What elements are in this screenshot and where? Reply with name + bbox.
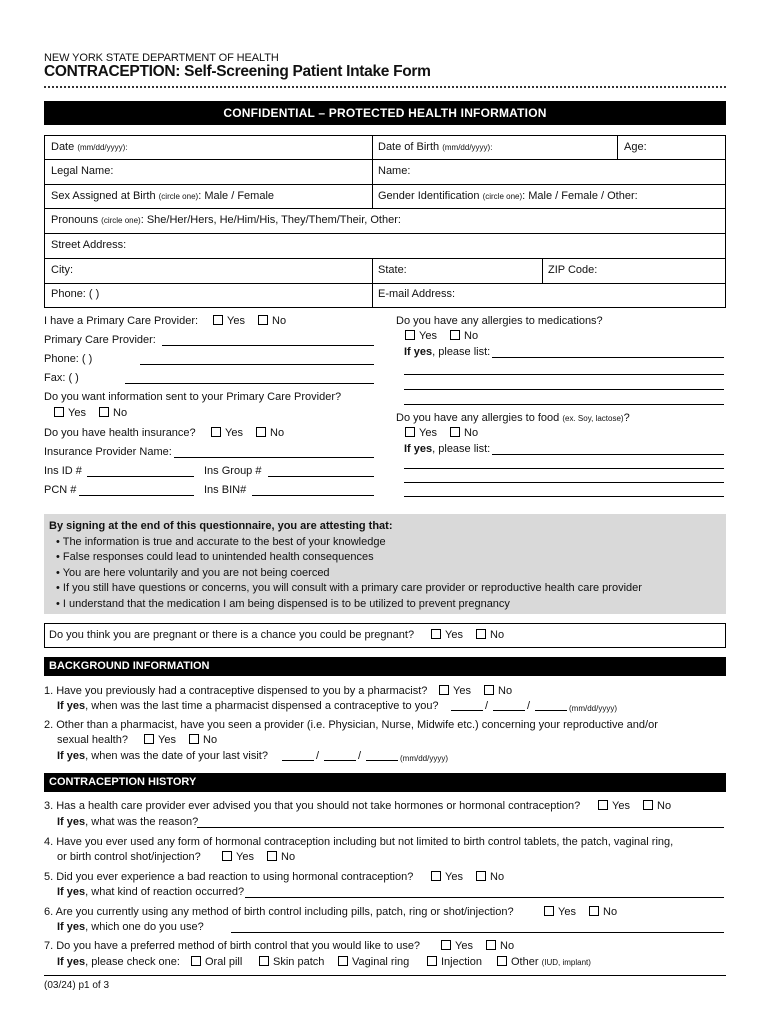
slash: / <box>316 750 320 762</box>
checkbox-icon <box>484 685 494 695</box>
yes-label: Yes <box>158 734 176 746</box>
pcp-no-checkbox[interactable] <box>258 315 286 328</box>
if-yes-label: If yes <box>57 700 86 712</box>
checkbox-icon <box>99 407 109 417</box>
q7-followup <box>57 956 180 969</box>
food-allergy-line[interactable] <box>404 468 724 469</box>
history-q6: 6. Are you currently using any method of birth control including pills, patch, ring or shot/injection? <box>44 906 514 918</box>
insurance-provider-label: Insurance Provider Name: <box>44 446 172 458</box>
dotted-divider <box>44 86 726 88</box>
checkbox-icon <box>144 734 154 744</box>
no-label: No <box>490 629 505 641</box>
q1-year-line[interactable] <box>535 710 567 711</box>
if-yes-label: If yes <box>57 956 86 968</box>
dob-hint: (mm/dd/yyyy): <box>442 143 493 152</box>
background-q1: 1. Have you previously had a contraceptive dispensed to you by a pharmacist? <box>44 685 428 697</box>
email-field[interactable]: E-mail Address: <box>378 288 456 300</box>
sex-field[interactable] <box>51 190 274 203</box>
pregnancy-yes-checkbox[interactable] <box>431 629 463 642</box>
q1-followup <box>57 700 439 713</box>
history-q4-cont: or birth control shot/injection? <box>57 851 201 863</box>
attestation-item: • You are here voluntarily and you are not being coerced <box>56 567 330 579</box>
confidential-banner-text: CONFIDENTIAL – PROTECTED HEALTH INFORMATION <box>223 106 547 120</box>
checkbox-icon <box>213 315 223 325</box>
food-allergy-hint: (ex. Soy, lactose) <box>562 414 624 423</box>
method-label: Oral pill <box>205 956 243 968</box>
food-allergy-qmark: ? <box>623 412 630 424</box>
please-list-label: , please list: <box>432 346 491 358</box>
yes-label: Yes <box>455 940 473 952</box>
med-allergy-line[interactable] <box>492 357 724 358</box>
ins-id-label: Ins ID # <box>44 465 82 477</box>
attestation-item-text: The information is true and accurate to the best of your knowledge <box>62 536 386 548</box>
table-divider <box>44 208 726 209</box>
date-hint: (mm/dd/yyyy): <box>77 143 128 152</box>
gender-field[interactable] <box>378 190 638 203</box>
q2-yes-checkbox[interactable] <box>144 734 176 747</box>
q5-reaction-line[interactable] <box>245 897 724 898</box>
send-info-no-checkbox[interactable] <box>99 407 127 420</box>
department-name: NEW YORK STATE DEPARTMENT OF HEALTH <box>44 52 279 64</box>
checkbox-icon <box>189 734 199 744</box>
q3-followup <box>57 816 198 829</box>
history-section-title: CONTRACEPTION HISTORY <box>49 776 197 788</box>
checkbox-icon <box>338 956 348 966</box>
checkbox-icon <box>441 940 451 950</box>
slash: / <box>527 700 531 712</box>
q3-followup-text: , what was the reason? <box>85 816 199 828</box>
method-label: Skin patch <box>273 956 325 968</box>
checkbox-icon <box>589 906 599 916</box>
pcp-phone-line[interactable] <box>140 364 374 365</box>
table-divider <box>44 258 726 259</box>
checkbox-icon <box>476 871 486 881</box>
method-vaginal-ring-checkbox[interactable] <box>338 956 409 969</box>
food-allergy-text: Do you have any allergies to food <box>396 412 560 424</box>
if-yes-label: If yes <box>57 816 86 828</box>
date-label: Date <box>51 141 75 153</box>
date-field[interactable] <box>51 141 128 154</box>
q6-no-checkbox[interactable] <box>589 906 617 919</box>
zip-field[interactable]: ZIP Code: <box>548 264 598 276</box>
no-label: No <box>498 685 513 697</box>
checkbox-icon <box>439 685 449 695</box>
table-divider <box>44 233 726 234</box>
sex-hint: (circle one) <box>158 192 199 201</box>
q5-yes-checkbox[interactable] <box>431 871 463 884</box>
pronouns-options: : She/Her/Hers, He/Him/His, They/Them/Their, Other: <box>140 214 401 226</box>
q2-day-line[interactable] <box>324 760 356 761</box>
pregnancy-no-checkbox[interactable] <box>476 629 504 642</box>
food-allergy-list-label <box>404 443 490 456</box>
history-q4: 4. Have you ever used any form of hormonal contraception including but not limited to birth control tablets, the patch, vaginal ring, <box>44 836 674 848</box>
ins-bin-line[interactable] <box>252 495 374 496</box>
checkbox-icon <box>267 851 277 861</box>
med-allergy-yes-checkbox[interactable] <box>405 330 437 343</box>
checkbox-icon <box>427 956 437 966</box>
attestation-item: • I understand that the medication I am being dispensed is to be utilized to prevent pregnancy <box>56 598 510 610</box>
slash: / <box>358 750 362 762</box>
method-injection-checkbox[interactable] <box>427 956 482 969</box>
method-other-checkbox[interactable] <box>497 956 591 969</box>
checkbox-icon <box>476 629 486 639</box>
checkbox-icon <box>259 956 269 966</box>
yes-label: Yes <box>612 800 630 812</box>
pronouns-label: Pronouns <box>51 214 99 226</box>
q6-followup-text: , which one do you use? <box>85 921 204 933</box>
no-label: No <box>272 315 287 327</box>
table-divider <box>44 283 726 284</box>
other-hint: (IUD, implant) <box>541 958 591 967</box>
history-q7: 7. Do you have a preferred method of birth control that you would like to use? <box>44 940 421 952</box>
table-divider <box>44 159 726 160</box>
attestation-item: • The information is true and accurate to the best of your knowledge <box>56 536 386 548</box>
dob-field[interactable] <box>378 141 492 154</box>
legal-name-field[interactable]: Legal Name: <box>51 165 114 177</box>
q5-no-checkbox[interactable] <box>476 871 504 884</box>
yes-label: Yes <box>419 330 437 342</box>
checkbox-icon <box>211 427 221 437</box>
insurance-provider-line[interactable] <box>174 457 374 458</box>
no-label: No <box>657 800 672 812</box>
yes-label: Yes <box>445 629 463 641</box>
attestation-item-text: If you still have questions or concerns, you will consult with a primary care provider or reproductive health care provider <box>62 582 642 594</box>
q5-followup <box>57 886 244 899</box>
method-label: Other <box>511 956 539 968</box>
city-field[interactable]: City: <box>51 264 73 276</box>
pcp-name-line[interactable] <box>162 345 374 346</box>
phone-field[interactable]: Phone: ( ) <box>51 288 100 300</box>
q6-yes-checkbox[interactable] <box>544 906 576 919</box>
checkbox-icon <box>191 956 201 966</box>
pcp-yes-checkbox[interactable] <box>213 315 245 328</box>
q2-month-line[interactable] <box>282 760 314 761</box>
q1-day-line[interactable] <box>493 710 525 711</box>
ins-bin-label: Ins BIN# <box>204 484 247 496</box>
attestation-item: • False responses could lead to unintended health consequences <box>56 551 374 563</box>
no-label: No <box>490 871 505 883</box>
street-address-field[interactable]: Street Address: <box>51 239 127 251</box>
if-yes-label: If yes <box>57 921 86 933</box>
q1-yes-checkbox[interactable] <box>439 685 471 698</box>
checkbox-icon <box>486 940 496 950</box>
table-divider <box>617 135 618 159</box>
if-yes-label: If yes <box>404 346 433 358</box>
slash: / <box>485 700 489 712</box>
checkbox-icon <box>431 871 441 881</box>
yes-label: Yes <box>558 906 576 918</box>
method-skin-patch-checkbox[interactable] <box>259 956 324 969</box>
if-yes-label: If yes <box>57 750 86 762</box>
yes-label: Yes <box>227 315 245 327</box>
checkbox-icon <box>431 629 441 639</box>
attestation-heading: By signing at the end of this questionnaire, you are attesting that: <box>49 520 393 532</box>
food-allergy-no-checkbox[interactable] <box>450 427 478 440</box>
q4-no-checkbox[interactable] <box>267 851 295 864</box>
form-title: CONTRACEPTION: Self-Screening Patient Intake Form <box>44 63 431 80</box>
pcp-fax-line[interactable] <box>125 383 374 384</box>
q1-date-hint: (mm/dd/yyyy) <box>569 704 617 713</box>
pcp-fax-label: Fax: ( ) <box>44 372 79 384</box>
method-oral-pill-checkbox[interactable] <box>191 956 242 969</box>
state-field[interactable]: State: <box>378 264 407 276</box>
no-label: No <box>603 906 618 918</box>
yes-label: Yes <box>225 427 243 439</box>
pronouns-field[interactable] <box>51 214 401 227</box>
checkbox-icon <box>450 330 460 340</box>
confidential-banner <box>44 101 726 125</box>
no-label: No <box>113 407 128 419</box>
med-allergy-list-label <box>404 346 490 359</box>
background-q2-cont: sexual health? <box>57 734 128 746</box>
attestation-item-text: False responses could lead to unintended health consequences <box>62 551 374 563</box>
food-allergy-yes-checkbox[interactable] <box>405 427 437 440</box>
please-list-label: , please list: <box>432 443 491 455</box>
pcn-line[interactable] <box>79 495 194 496</box>
history-q5: 5. Did you ever experience a bad reaction to using hormonal contraception? <box>44 871 414 883</box>
footer-divider <box>44 975 726 976</box>
checkbox-icon <box>643 800 653 810</box>
no-label: No <box>203 734 218 746</box>
page-footer: (03/24) p1 of 3 <box>44 980 110 991</box>
checkbox-icon <box>544 906 554 916</box>
food-allergy-question <box>396 412 630 425</box>
table-divider <box>542 258 543 283</box>
if-yes-label: If yes <box>57 886 86 898</box>
gender-label: Gender Identification <box>378 190 480 202</box>
q3-no-checkbox[interactable] <box>643 800 671 813</box>
sex-options: : Male / Female <box>198 190 275 202</box>
insurance-question: Do you have health insurance? <box>44 427 196 439</box>
q3-reason-line[interactable] <box>197 827 724 828</box>
checkbox-icon <box>405 427 415 437</box>
checkbox-icon <box>258 315 268 325</box>
insurance-no-checkbox[interactable] <box>256 427 284 440</box>
send-info-yes-checkbox[interactable] <box>54 407 86 420</box>
pcp-name-label: Primary Care Provider: <box>44 334 156 346</box>
food-allergy-line[interactable] <box>404 496 724 497</box>
checkbox-icon <box>405 330 415 340</box>
background-q2: 2. Other than a pharmacist, have you seen a provider (i.e. Physician, Nurse, Midwife etc.) concerning your reproductive and/or <box>44 719 658 731</box>
ins-group-line[interactable] <box>268 476 374 477</box>
dob-label: Date of Birth <box>378 141 440 153</box>
attestation-item-text: I understand that the medication I am being dispensed is to be utilized to prevent pregnancy <box>62 598 510 610</box>
checkbox-icon <box>497 956 507 966</box>
pcp-question: I have a Primary Care Provider: <box>44 315 199 327</box>
send-info-question: Do you want information sent to your Primary Care Provider? <box>44 391 342 403</box>
gender-hint: (circle one) <box>482 192 523 201</box>
med-allergy-line[interactable] <box>404 404 724 405</box>
gender-options: : Male / Female / Other: <box>522 190 638 202</box>
med-allergy-line[interactable] <box>404 389 724 390</box>
q7-no-checkbox[interactable] <box>486 940 514 953</box>
attestation-item-text: You are here voluntarily and you are not being coerced <box>62 567 330 579</box>
checkbox-icon <box>598 800 608 810</box>
yes-label: Yes <box>419 427 437 439</box>
table-divider <box>44 184 726 185</box>
checkbox-icon <box>256 427 266 437</box>
history-q3: 3. Has a health care provider ever advised you that you should not take hormones or hormonal contraception? <box>44 800 581 812</box>
ins-id-line[interactable] <box>87 476 194 477</box>
history-section-header <box>44 773 726 792</box>
pronouns-hint: (circle one) <box>101 216 141 225</box>
q1-month-line[interactable] <box>451 710 483 711</box>
name-field[interactable]: Name: <box>378 165 411 177</box>
background-section-header <box>44 657 726 676</box>
q2-date-hint: (mm/dd/yyyy) <box>400 754 448 763</box>
med-allergy-line[interactable] <box>404 374 724 375</box>
q5-followup-text: , what kind of reaction occurred? <box>85 886 245 898</box>
q7-followup-text: , please check one: <box>85 956 180 968</box>
pcp-phone-label: Phone: ( ) <box>44 353 93 365</box>
food-allergy-line[interactable] <box>404 482 724 483</box>
q2-followup-text: , when was the date of your last visit? <box>85 750 268 762</box>
no-label: No <box>464 427 479 439</box>
no-label: No <box>281 851 296 863</box>
checkbox-icon <box>450 427 460 437</box>
q6-method-line[interactable] <box>231 932 724 933</box>
yes-label: Yes <box>68 407 86 419</box>
q2-year-line[interactable] <box>366 760 398 761</box>
table-divider <box>372 258 373 308</box>
table-divider <box>372 135 373 208</box>
q7-yes-checkbox[interactable] <box>441 940 473 953</box>
q1-no-checkbox[interactable] <box>484 685 512 698</box>
no-label: No <box>500 940 515 952</box>
q2-no-checkbox[interactable] <box>189 734 217 747</box>
method-label: Injection <box>441 956 482 968</box>
age-field[interactable]: Age: <box>624 141 647 153</box>
yes-label: Yes <box>445 871 463 883</box>
yes-label: Yes <box>236 851 254 863</box>
no-label: No <box>464 330 479 342</box>
q3-yes-checkbox[interactable] <box>598 800 630 813</box>
food-allergy-line[interactable] <box>492 454 724 455</box>
attestation-item: • If you still have questions or concerns, you will consult with a primary care provider or reproductive health care provider <box>56 582 642 594</box>
method-label: Vaginal ring <box>352 956 410 968</box>
q4-yes-checkbox[interactable] <box>222 851 254 864</box>
if-yes-label: If yes <box>404 443 433 455</box>
q6-followup <box>57 921 204 934</box>
pregnancy-question: Do you think you are pregnant or there is a chance you could be pregnant? <box>49 629 415 641</box>
q1-followup-text: , when was the last time a pharmacist dispensed a contraceptive to you? <box>85 700 439 712</box>
yes-label: Yes <box>453 685 471 697</box>
pcn-label: PCN # <box>44 484 77 496</box>
no-label: No <box>270 427 285 439</box>
background-section-title: BACKGROUND INFORMATION <box>49 660 210 672</box>
q2-followup <box>57 750 268 763</box>
checkbox-icon <box>222 851 232 861</box>
med-allergy-no-checkbox[interactable] <box>450 330 478 343</box>
sex-label: Sex Assigned at Birth <box>51 190 156 202</box>
med-allergy-question: Do you have any allergies to medications? <box>396 315 603 327</box>
insurance-yes-checkbox[interactable] <box>211 427 243 440</box>
checkbox-icon <box>54 407 64 417</box>
ins-group-label: Ins Group # <box>204 465 262 477</box>
